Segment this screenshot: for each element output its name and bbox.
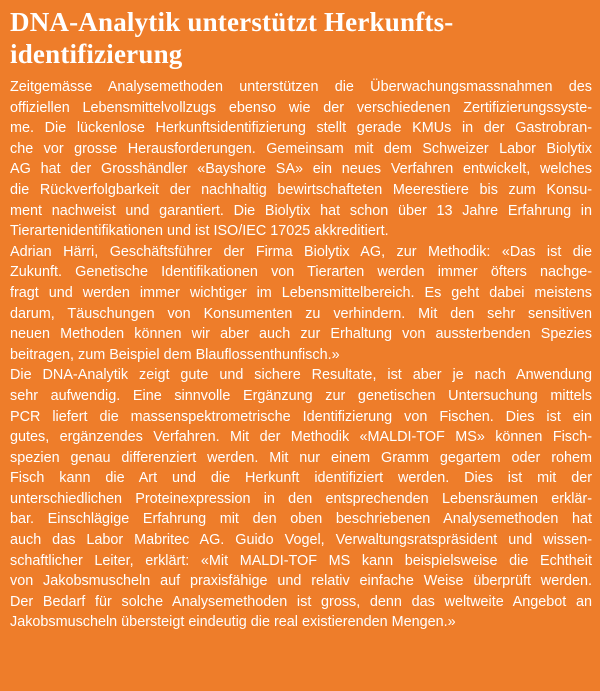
text-line: Adrian Härri, Geschäftsführer der Firma Biolytix AG, zur Methodik: «Das ist die [10, 243, 592, 260]
text-line: gutes, ergänzendes Verfahren. Mit der Methodik «MALDI-TOF MS» können Fisch- [10, 429, 592, 446]
text-line: schaftlicher Leiter, erklärt: «Mit MALDI-TOF MS kann beispielsweise die Echtheit [10, 552, 592, 569]
paragraph-maldi-tof [10, 365, 592, 633]
text-line: Fisch kann die Art und die Herkunft identifiziert werden. Dies ist mit der [10, 470, 592, 487]
text-line: unterschiedlichen Proteinexpression in den entsprechenden Lebensräumen erklär- [10, 490, 592, 507]
text-line: Zukunft. Genetische Identifikationen von Tierarten werden immer öfters nachge- [10, 264, 592, 281]
text-line: Der Bedarf für solche Analysemethoden ist gross, denn das weltweite Angebot an [10, 593, 592, 610]
text-line: ment nachweist und garantiert. Die Biolytix hat schon über 13 Jahre Erfahrung in [10, 202, 592, 219]
paragraph-intro [10, 77, 592, 242]
title-line: DNA-Analytik unterstützt Herkunfts- [10, 7, 454, 37]
text-line: die Rückverfolgbarkeit der nachhaltig bewirtschafteten Meerestiere bis zum Konsu- [10, 181, 592, 198]
text-line: Die DNA-Analytik zeigt gute und sichere Resultate, ist aber je nach Anwendung [10, 367, 592, 384]
text-line: PCR liefert die massenspektrometrische Identifizierung von Fischen. Dies ist ein [10, 408, 592, 425]
text-line: Tierartenidentifikationen und ist ISO/IEC 17025 akkreditiert. [10, 223, 389, 240]
text-line: auch das Labor Mabritec AG. Guido Vogel, Verwaltungsratspräsident und wissen- [10, 532, 592, 549]
text-line: von Jakobsmuscheln auf praxisfähige und relativ einfache Weise überprüft werden. [10, 573, 592, 590]
text-line: bar. Einschlägige Erfahrung mit den oben beschriebenen Analysemethoden hat [10, 511, 592, 528]
title-line: identifizierung [10, 39, 183, 69]
text-line: me. Die lückenlose Herkunftsidentifizierung stellt gerade KMUs in der Gastrobran- [10, 120, 592, 137]
paragraph-quote-haerri [10, 242, 592, 366]
text-line: Jakobsmuscheln übersteigt eindeutig die real existierenden Mengen.» [10, 614, 456, 631]
text-line: neuen Methoden können wir aber auch zur Erhaltung von aussterbenden Spezies [10, 326, 592, 343]
article-body [10, 77, 592, 633]
text-line: offiziellen Lebensmittelvollzugs ebenso wie der verschiedenen Zertifizierungssyste- [10, 99, 592, 116]
text-line: sehr aufwendig. Eine sinnvolle Ergänzung zur genetischen Untersuchung mittels [10, 387, 592, 404]
text-line: AG hat der Grosshändler «Bayshore SA» ein neues Verfahren entwickelt, welches [10, 161, 592, 178]
text-line: Zeitgemässe Analysemethoden unterstützen die Überwachungsmassnahmen des [10, 79, 592, 95]
text-line: beitragen, zum Beispiel dem Blauflossenthunfisch.» [10, 346, 340, 363]
text-line: darum, Täuschungen von Konsumenten zu verhindern. Mit den sehr sensitiven [10, 305, 592, 322]
text-line: che vor grosse Herausforderungen. Gemeinsam mit dem Schweizer Labor Biolytix [10, 140, 592, 157]
article-title [10, 6, 592, 70]
text-line: fragt und werden immer wichtiger im Lebensmittelbereich. Es geht dabei meistens [10, 284, 592, 301]
text-line: spezien genau differenziert werden. Mit nur einem Gramm gegartem oder rohem [10, 449, 592, 466]
